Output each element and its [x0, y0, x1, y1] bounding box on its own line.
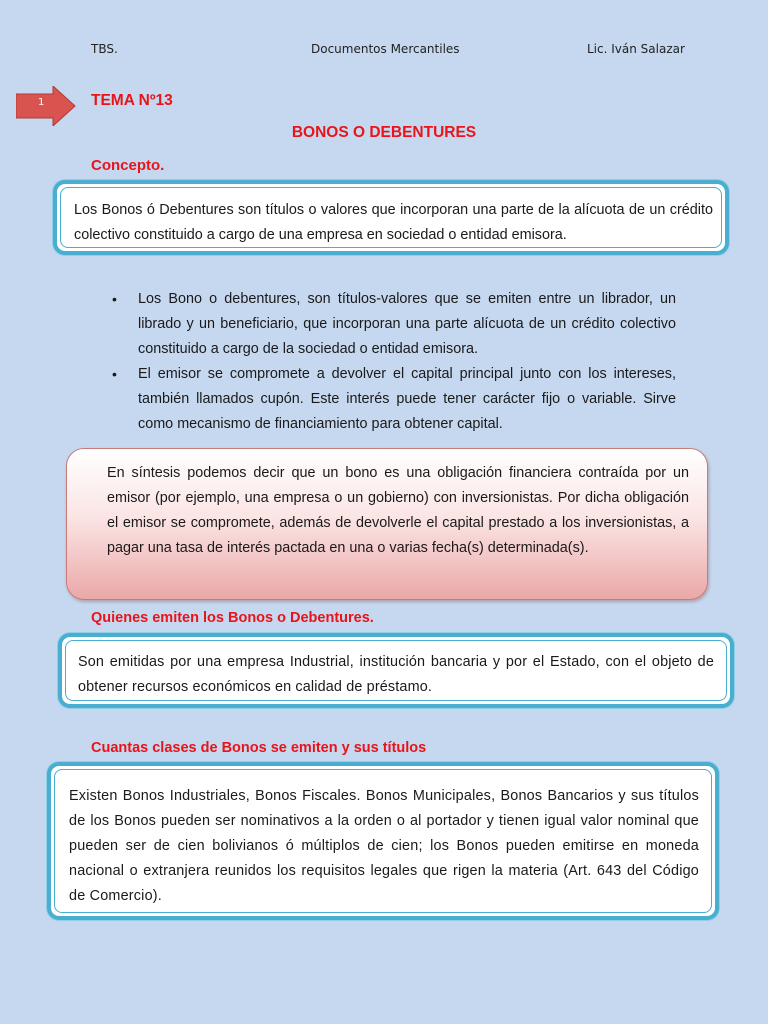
- section-heading-quienes: Quienes emiten los Bonos o Debentures.: [91, 610, 374, 626]
- summary-box: [66, 448, 708, 600]
- definition-text: Los Bonos ó Debentures son títulos o valores que incorporan una parte de la alícuota de un crédito colectivo constituido a cargo de una empresa en sociedad o entidad emisora.: [74, 202, 713, 243]
- topic-number: TEMA Nº13: [91, 92, 173, 109]
- arrow-right-icon: [16, 86, 76, 126]
- header-center: Documentos Mercantiles: [311, 42, 460, 56]
- header-left: TBS.: [91, 42, 118, 56]
- header-right: Lic. Iván Salazar: [587, 42, 685, 56]
- bullet-item: • El emisor se compromete a devolver el capital principal junto con los intereses, también llamados cupón. Este interés puede tener carácter fijo o variable. Sirve como mecanismo de financiamiento para obtener capital.: [112, 362, 676, 437]
- summary-text: En síntesis podemos decir que un bono es una obligación financiera contraída por un emisor (por ejemplo, una empresa o un gobierno) con inversionistas. Por dicha obligación el emisor se compromete, además de devolverle el capital prestado a los inversionistas, a pagar una tasa de interés pactada en una o varias fecha(s) determinada(s).: [107, 465, 689, 556]
- page-header: [0, 42, 768, 62]
- classes-box: [47, 762, 719, 920]
- classes-text: Existen Bonos Industriales, Bonos Fiscales. Bonos Municipales, Bonos Bancarios y sus títulos de los Bonos pueden ser nominativos a la orden o al portador y tienen igual valor nominal que pueden ser de cien bolivianos ó múltiplos de cien; los Bonos pueden emitirse en moneda nacional o extranjera reunidos los requisitos legales que rigen la materia (Art. 643 del Código de Comercio).: [69, 788, 699, 904]
- page-title: BONOS O DEBENTURES: [291, 124, 477, 141]
- page-number: 1: [38, 97, 45, 108]
- issuers-text: Son emitidas por una empresa Industrial, institución bancaria y por el Estado, con el objeto de obtener recursos económicos en calidad de préstamo.: [78, 654, 714, 695]
- section-heading-concepto: Concepto.: [91, 157, 165, 174]
- bullet-list: [112, 287, 676, 437]
- section-heading-cuantas: Cuantas clases de Bonos se emiten y sus títulos: [91, 740, 427, 756]
- definition-box: [53, 180, 729, 255]
- bullet-item: • Los Bono o debentures, son títulos-valores que se emiten entre un librador, un librado y un beneficiario, que incorporan una parte alícuota de un crédito colectivo constituido a cargo de la sociedad o entidad emisora.: [112, 287, 676, 362]
- issuers-box: [58, 633, 734, 708]
